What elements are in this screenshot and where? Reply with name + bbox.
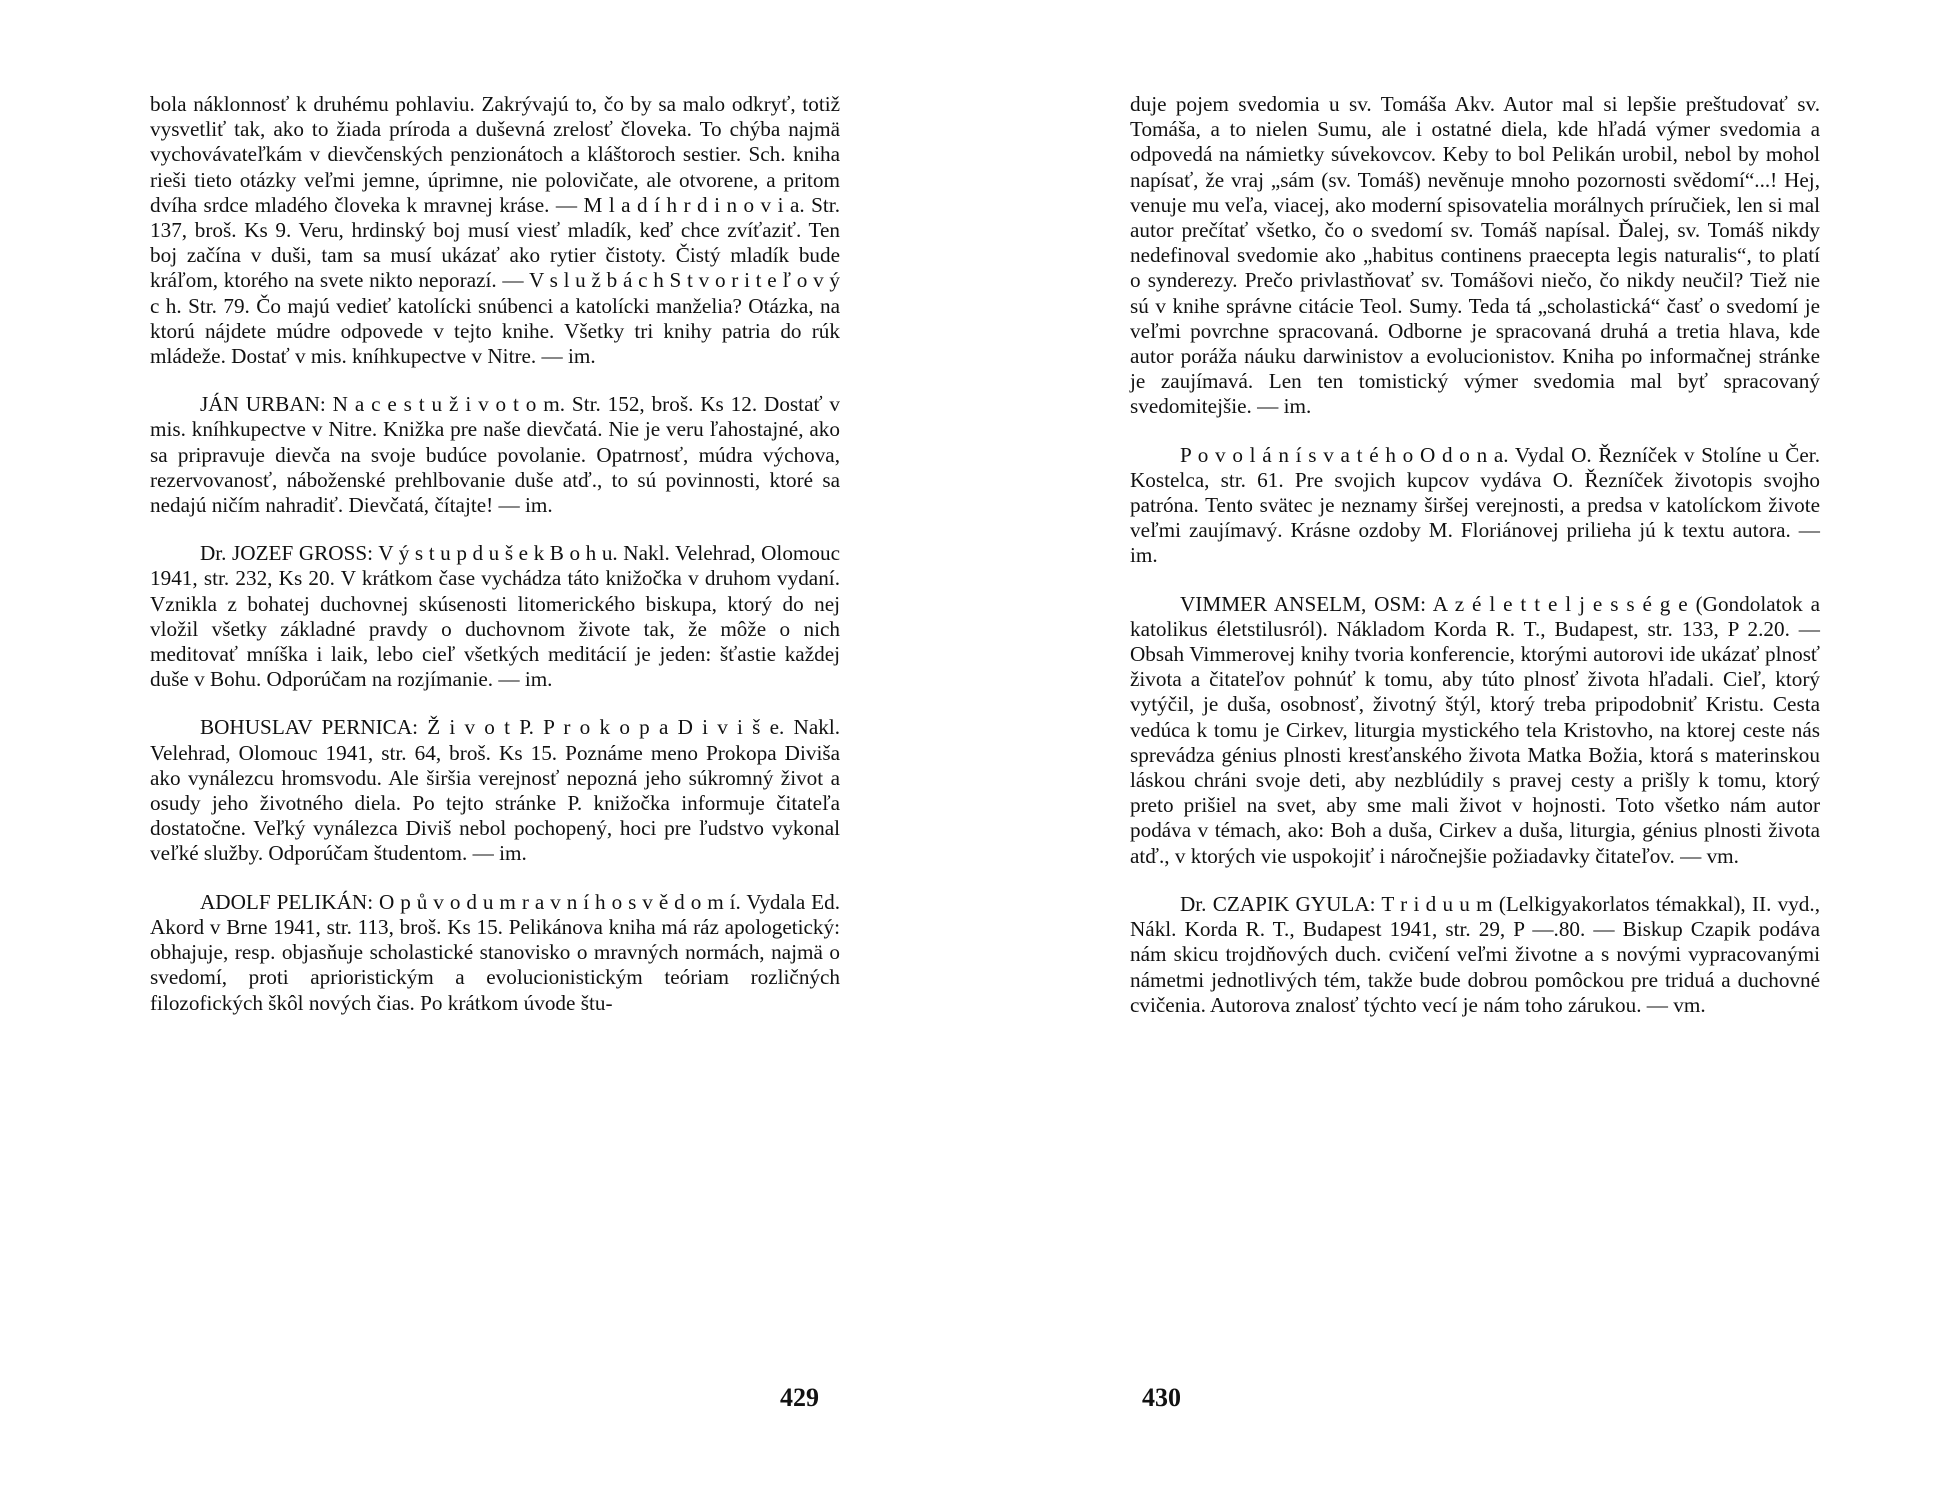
- review-paragraph: Dr. JOZEF GROSS: V ý s t u p d u š e k B o h u. Nakl. Velehrad, Olomouc 1941, str. 232, Ks 20. V krátkom čase vychádza táto knižočka v druhom vydaní. Vznikla z bohatej duchovnej skúsenosti litomerického biskupa, ktorý do nej vložil všetky základné pravdy o duchovnom živote tak, že môže o nich meditovať mníška i laik, lebo cieľ všetkých meditácií je jeden: šťastie každej duše v Bohu. Odporúčam na rozjímanie. — im.: [150, 541, 840, 692]
- review-paragraph: JÁN URBAN: N a c e s t u ž i v o t o m. Str. 152, broš. Ks 12. Dostať v mis. kníhkupectve v Nitre. Knižka pre naše dievčatá. Nie je veru ľahostajné, ako sa pripravuje dievča na svoje budúce povolanie. Opatrnosť, múdra výchova, rezervovanosť, náboženské prehlbovanie duše atď., to sú povinnosti, ktoré sa nedajú ničím nahradiť. Dievčatá, čítajte! — im.: [150, 392, 840, 518]
- review-paragraph: ADOLF PELIKÁN: O p ů v o d u m r a v n í h o s v ě d o m í. Vydala Ed. Akord v Brne 1941, str. 113, broš. Ks 15. Pelikánova kniha má ráz apologetický: obhajuje, resp. objasňuje scholastické stanovisko o mravných normách, najmä o svedomí, proti aprioristickým a evolucionistickým teóriam rozličných filozofických škôl nových čias. Po krátkom úvode štu-: [150, 889, 840, 1015]
- right-page: [1130, 92, 1820, 1041]
- left-page-text: [150, 92, 840, 1016]
- review-paragraph: VIMMER ANSELM, OSM: A z é l e t t e l j e s s é g e (Gondolatok a katolikus életstilusról). Nákladom Korda R. T., Budapest, str. 133, P 2.20. — Obsah Vimmerovej knihy tvoria konferencie, ktorými autorovi ide ukázať plnosť života a čitateľov pohnúť k tomu, aby túto plnosť života hľadali. Cieľ, ktorý vytýčil, je duša, osobnosť, životný štýl, ktorý treba pripodobniť Kristu. Cesta vedúca k tomu je Cirkev, liturgia mystického tela Kristovho, na ktorej ceste nás sprevádza génius plnosti kresťanského života Matka Božia, ktorá s materinskou láskou chráni svoje deti, aby nezblúdily s pravej cesty a prišly k tomu, ktorý preto prišiel na svet, aby sme mali život v hojnosti. Toto všetko nám autor podáva v témach, ako: Boh a duša, Cirkev a duša, liturgia, génius plnosti života atď., v ktorých vie uspokojiť i náročnejšie požiadavky čitateľov. — vm.: [1130, 591, 1820, 868]
- review-paragraph: BOHUSLAV PERNICA: Ž i v o t P. P r o k o p a D i v i š e. Nakl. Velehrad, Olomouc 1941, str. 64, broš. Ks 15. Poznáme meno Prokopa Diviša ako vynálezcu hromsvodu. Ale širšia verejnosť nepozná jeho súkromný život a osudy jeho životného diela. Po tejto stránke P. knižočka informuje čitateľa dostatočne. Veľký vynálezca Diviš nebol pochopený, hoci pre ľudstvo vykonal veľké služby. Odporúčam študentom. — im.: [150, 715, 840, 866]
- review-paragraph: P o v o l á n í s v a t é h o O d o n a. Vydal O. Řezníček v Stolíne u Čer. Kostelca, str. 61. Pre svojich kupcov vydáva O. Řezníček životopis svojho patróna. Tento svätec je neznamy širšej verejnosti, a predsa v katolíckom živote veľmi zaujímavý. Krásne ozdoby M. Floriánovej prilieha jú k textu autora. — im.: [1130, 442, 1820, 568]
- right-page-text: [1130, 92, 1820, 1018]
- review-paragraph: duje pojem svedomia u sv. Tomáša Akv. Autor mal si lepšie preštudovať sv. Tomáša, a to nielen Sumu, ale i ostatné diela, kde hľadá výmer svedomia a odpovedá na námietky súvekovcov. Keby to bol Pelikán urobil, nebol by mohol napísať, že vraj „sám (sv. Tomáš) nevěnuje mnoho pozornosti svědomí“...! Hej, venuje mu veľa, viacej, ako moderní spisovatelia morálnych príručiek, len si mal autor prečítať všetko, čo o svedomí sv. Tomáš napísal. Ďalej, sv. Tomáš nikdy nedefinoval svedomie ako „habitus continens praecepta legis naturalis“, to platí o synderezy. Prečo privlastňovať sv. Tomášovi niečo, čo nikdy neučil? Tiež nie sú v knihe správne citácie Teol. Sumy. Teda tá „scholastická“ časť o svedomí je veľmi povrchne spracovaná. Odborne je spracovaná druhá a tretia hlava, kde autor poráža náuku darwinistov a evolucionistov. Kniha po informačnej stránke je zaujímavá. Len ten tomistický výmer svedomia mal byť spracovaný svedomitejšie. — im.: [1130, 92, 1820, 419]
- page-number-left: 429: [780, 1383, 819, 1412]
- left-page: [150, 92, 840, 1039]
- review-paragraph: Dr. CZAPIK GYULA: T r i d u u m (Lelkigyakorlatos témakkal), II. vyd., Nákl. Korda R. T., Budapest 1941, str. 29, P —.80. — Biskup Czapik podáva nám skicu trojdňových duch. cvičení veľmi životne a s novými vypracovanými námetmi jednotlivých tém, takže bude dobrou pomôckou pre triduá a duchovné cvičenia. Autorova znalosť týchto vecí je nám toho zárukou. — vm.: [1130, 891, 1820, 1017]
- page-number-right: 430: [1142, 1383, 1181, 1412]
- review-paragraph: bola náklonnosť k druhému pohlaviu. Zakrývajú to, čo by sa malo odkryť, totiž vysvetliť tak, ako to žiada príroda a duševná zrelosť človeka. To chýba najmä vychovávateľkám v dievčenských penzionátoch a kláštoroch sestier. Sch. kniha rieši tieto otázky veľmi jemne, úprimne, nie polovičate, ale otvorene, a pritom dvíha srdce mladého človeka k mravnej kráse. — M l a d í h r d i n o v i a. Str. 137, broš. Ks 9. Veru, hrdinský boj musí viesť mladík, keď chce zvíťaziť. Ten boj začína v duši, tam sa musí ukázať ako rytier čistoty. Čistý mladík bude kráľom, ktorého na svete nikto neporazí. — V s l u ž b á c h S t v o r i t e ľ o v ý c h. Str. 79. Čo majú vedieť katolícki snúbenci a katolícki manželia? Otázka, na ktorú nájdete múdre odpovede v tejto knihe. Všetky tri knihy patria do rúk mládeže. Dostať v mis. kníhkupectve v Nitre. — im.: [150, 92, 840, 369]
